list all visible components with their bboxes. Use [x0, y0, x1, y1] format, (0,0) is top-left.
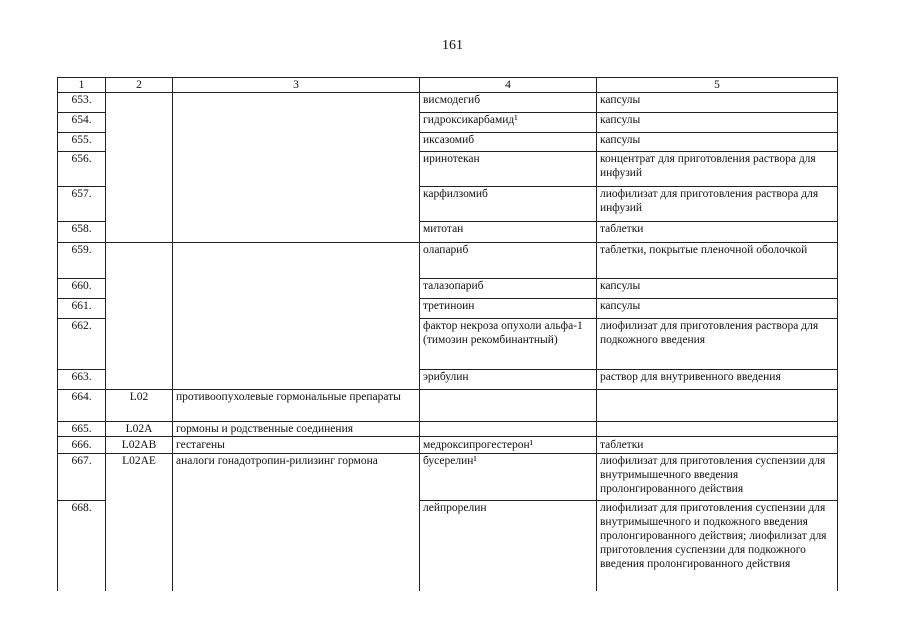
group-name: [173, 152, 420, 187]
group-name: [173, 113, 420, 133]
atc-code: [106, 299, 173, 319]
group-name: [173, 93, 420, 113]
row-number: 668.: [58, 501, 106, 591]
dosage-form: лиофилизат для приготовления раствора для инфузий: [597, 187, 838, 222]
atc-code: [106, 243, 173, 279]
row-number: 660.: [58, 279, 106, 299]
row-number: 656.: [58, 152, 106, 187]
row-number: 655.: [58, 133, 106, 152]
drug-name: [420, 390, 597, 422]
atc-code: L02A: [106, 422, 173, 437]
table-row: [58, 437, 838, 454]
group-name: [173, 243, 420, 279]
group-name: аналоги гонадотропин-рилизинг гормона: [173, 454, 420, 501]
group-name: [173, 370, 420, 390]
table-row: [58, 152, 838, 187]
drug-name: третиноин: [420, 299, 597, 319]
group-name: [173, 299, 420, 319]
dosage-form: таблетки: [597, 437, 838, 454]
table-row: [58, 113, 838, 133]
group-name: гормоны и родственные соединения: [173, 422, 420, 437]
group-name: [173, 501, 420, 591]
atc-code: [106, 113, 173, 133]
col-header: 2: [106, 78, 173, 93]
group-name: гестагены: [173, 437, 420, 454]
table-row: [58, 390, 838, 422]
atc-code: [106, 222, 173, 243]
atc-code: [106, 279, 173, 299]
drug-name: иринотекан: [420, 152, 597, 187]
row-number: 667.: [58, 454, 106, 501]
drug-name: бусерелин¹: [420, 454, 597, 501]
table-row: [58, 93, 838, 113]
drug-name: лейпрорелин: [420, 501, 597, 591]
dosage-form: лиофилизат для приготовления суспензии для внутримышечного введения пролонгированного действия: [597, 454, 838, 501]
dosage-form: концентрат для приготовления раствора для инфузий: [597, 152, 838, 187]
drug-name: висмодегиб: [420, 93, 597, 113]
drug-name: гидроксикарбамид¹: [420, 113, 597, 133]
group-name: [173, 133, 420, 152]
col-header: 5: [597, 78, 838, 93]
group-name: противоопухолевые гормональные препараты: [173, 390, 420, 422]
drug-table: [57, 77, 838, 591]
dosage-form: капсулы: [597, 93, 838, 113]
dosage-form: раствор для внутривенного введения: [597, 370, 838, 390]
table-row: [58, 370, 838, 390]
drug-name: олапариб: [420, 243, 597, 279]
row-number: 666.: [58, 437, 106, 454]
atc-code: [106, 319, 173, 370]
drug-name: талазопариб: [420, 279, 597, 299]
table-row: [58, 319, 838, 370]
table-row: [58, 222, 838, 243]
table-row: [58, 279, 838, 299]
drug-name: иксазомиб: [420, 133, 597, 152]
drug-name: [420, 422, 597, 437]
dosage-form: капсулы: [597, 133, 838, 152]
dosage-form: таблетки: [597, 222, 838, 243]
row-number: 659.: [58, 243, 106, 279]
group-name: [173, 222, 420, 243]
row-number: 653.: [58, 93, 106, 113]
row-number: 654.: [58, 113, 106, 133]
col-header: 1: [58, 78, 106, 93]
row-number: 662.: [58, 319, 106, 370]
table-row: [58, 187, 838, 222]
dosage-form: капсулы: [597, 113, 838, 133]
dosage-form: [597, 390, 838, 422]
dosage-form: лиофилизат для приготовления суспензии для внутримышечного и подкожного введения пролонгированного действия; лиофилизат для приготовления суспензии для подкожного введения пролонгированного действия: [597, 501, 838, 591]
atc-code: [106, 133, 173, 152]
table-row: [58, 454, 838, 501]
row-number: 664.: [58, 390, 106, 422]
atc-code: [106, 501, 173, 591]
header-row: [58, 78, 838, 93]
group-name: [173, 187, 420, 222]
row-number: 665.: [58, 422, 106, 437]
atc-code: L02AE: [106, 454, 173, 501]
dosage-form: [597, 422, 838, 437]
dosage-form: капсулы: [597, 279, 838, 299]
dosage-form: таблетки, покрытые пленочной оболочкой: [597, 243, 838, 279]
col-header: 4: [420, 78, 597, 93]
atc-code: [106, 370, 173, 390]
group-name: [173, 279, 420, 299]
atc-code: [106, 93, 173, 113]
group-name: [173, 319, 420, 370]
row-number: 658.: [58, 222, 106, 243]
atc-code: [106, 152, 173, 187]
col-header: 3: [173, 78, 420, 93]
drug-name: митотан: [420, 222, 597, 243]
atc-code: L02AB: [106, 437, 173, 454]
dosage-form: капсулы: [597, 299, 838, 319]
table-row: [58, 422, 838, 437]
dosage-form: лиофилизат для приготовления раствора для подкожного введения: [597, 319, 838, 370]
drug-name: фактор некроза опухоли альфа-1 (тимозин рекомбинантный): [420, 319, 597, 370]
atc-code: [106, 187, 173, 222]
table-row: [58, 501, 838, 591]
row-number: 661.: [58, 299, 106, 319]
drug-name: медроксипрогестерон¹: [420, 437, 597, 454]
atc-code: L02: [106, 390, 173, 422]
table-row: [58, 299, 838, 319]
table-row: [58, 243, 838, 279]
row-number: 657.: [58, 187, 106, 222]
drug-name: эрибулин: [420, 370, 597, 390]
table-row: [58, 133, 838, 152]
page-number: 161: [442, 38, 463, 53]
row-number: 663.: [58, 370, 106, 390]
drug-name: карфилзомиб: [420, 187, 597, 222]
